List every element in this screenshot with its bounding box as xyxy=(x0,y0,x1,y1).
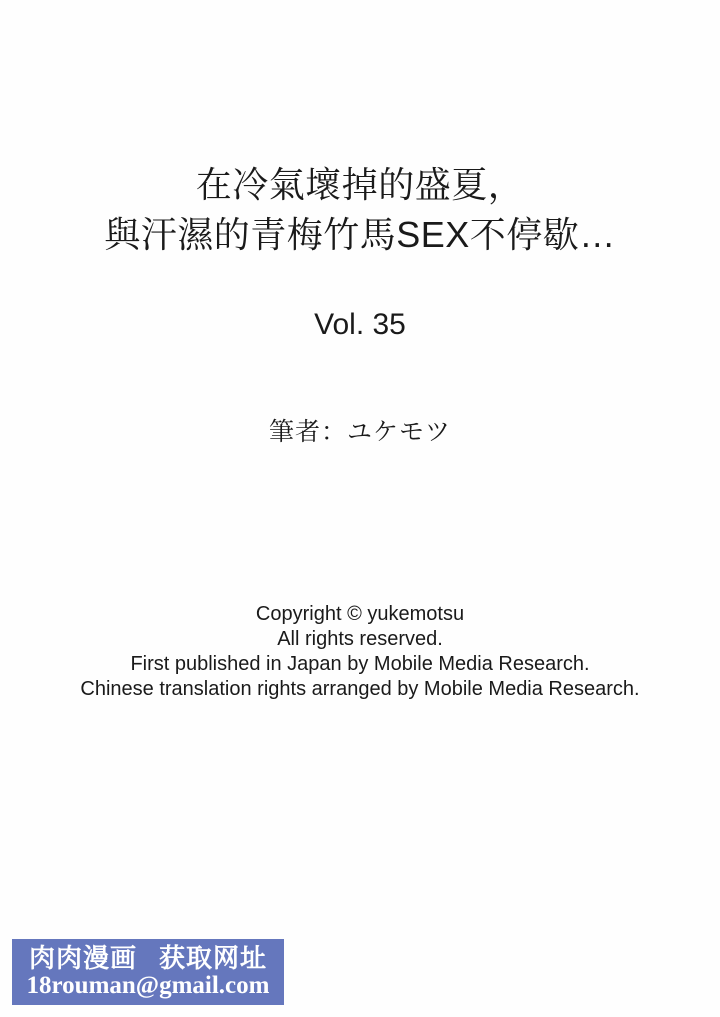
copyright-line: First published in Japan by Mobile Media Research. xyxy=(130,653,590,675)
series-title-line-2: 與汗濕的青梅竹馬SEX不停歇… xyxy=(104,214,616,255)
copyright-block xyxy=(0,602,720,702)
volume-label: Vol. 35 xyxy=(314,308,406,341)
watermark-site-tagline: 获取网址 xyxy=(159,943,268,973)
series-title xyxy=(0,160,720,260)
watermark-badge xyxy=(12,939,284,1005)
watermark-site-name: 肉肉漫画 xyxy=(28,943,137,973)
copyright-line: Copyright © yukemotsu xyxy=(255,603,465,625)
watermark-email: 18rouman@gmail.com xyxy=(26,972,270,999)
copyright-line: All rights reserved. xyxy=(277,628,443,650)
series-title-line-1: 在冷氣壞掉的盛夏， xyxy=(195,164,525,205)
watermark-site-line xyxy=(12,944,284,972)
copyright-line: Chinese translation rights arranged by Mobile Media Research. xyxy=(80,678,640,700)
author-label: 筆者：ユケモツ xyxy=(268,418,451,446)
